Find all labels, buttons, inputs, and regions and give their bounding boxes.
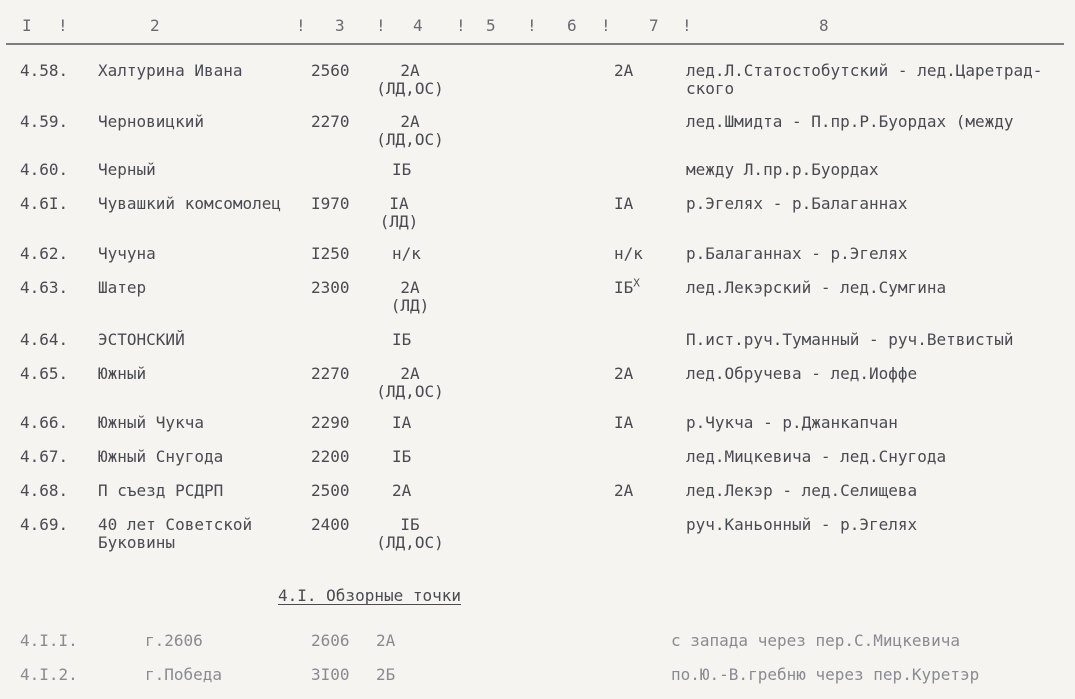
difficulty-category: IБ [392, 330, 412, 349]
route-line-1: лед.Л.Статостобутский - лед.Царетрад- [686, 61, 1043, 80]
row-number: 4.66. [20, 413, 69, 432]
route-description: р.Чукча - р.Джанкапчан [686, 413, 898, 432]
category-value: IБ [400, 515, 420, 534]
difficulty-category [374, 62, 446, 98]
col7-text: IБ [614, 278, 634, 297]
point-number: 4.I.I. [20, 631, 78, 650]
peak-name: Шатер [98, 278, 147, 297]
row-number: 4.64. [20, 330, 69, 349]
header-col-6: 6 [567, 16, 577, 35]
row-number: 4.69. [20, 515, 69, 534]
row-number: 4.60. [20, 160, 69, 179]
peak-name [98, 516, 252, 552]
header-separator: ! [376, 16, 386, 35]
col7-value: IА [614, 413, 634, 432]
header-col-5: 5 [486, 16, 496, 35]
route-description: лед.Обручева - лед.Иоффе [686, 364, 918, 383]
header-separator: ! [296, 16, 306, 35]
category-note: (ЛД) [390, 296, 430, 315]
category-note: (ЛД,ОС) [376, 130, 444, 149]
peak-name: Южный [98, 364, 147, 383]
section-title: 4.I. Обзорные точки [278, 586, 462, 605]
col7-value: 2А [614, 61, 634, 80]
col7-value: 2А [614, 481, 634, 500]
peak-height: 2200 [311, 447, 350, 466]
table-header [0, 14, 1075, 40]
peak-name-line-2: Буковины [98, 533, 176, 552]
difficulty-category [374, 113, 446, 149]
header-col-2: 2 [150, 16, 160, 35]
difficulty-category [374, 195, 424, 231]
route-description: руч.Каньонный - р.Эгелях [686, 515, 918, 534]
header-col-7: 7 [649, 16, 659, 35]
point-number: 4.I.2. [20, 665, 78, 684]
peak-name: Чувашкий комсомолец [98, 194, 282, 213]
row-number: 4.65. [20, 364, 69, 383]
peak-height: 2270 [311, 112, 350, 131]
route-description: между Л.пр.р.Буордах [686, 160, 879, 179]
route-description: лед.Лекэрский - лед.Сумгина [686, 278, 947, 297]
peak-height: I250 [311, 244, 350, 263]
col7-value: 2А [614, 364, 634, 383]
peak-height: I970 [311, 194, 350, 213]
peak-name: Черновицкий [98, 112, 204, 131]
route-description: р.Балаганнах - р.Эгелях [686, 244, 908, 263]
peak-height: 2290 [311, 413, 350, 432]
peak-name: ЭСТОНСКИЙ [98, 330, 185, 349]
row-number: 4.68. [20, 481, 69, 500]
row-number: 4.63. [20, 278, 69, 297]
header-separator: ! [601, 16, 611, 35]
point-name: г.Победа [145, 665, 223, 684]
route-description: П.ист.руч.Туманный - руч.Ветвистый [686, 330, 1014, 349]
peak-name: П съезд РСДРП [98, 481, 224, 500]
difficulty-category [374, 516, 446, 552]
difficulty-category [374, 365, 446, 401]
difficulty-category: 2А [392, 481, 412, 500]
route-line-2: ского [686, 79, 735, 98]
category-value: IА [389, 194, 409, 213]
point-height: 3I00 [311, 665, 350, 684]
point-name: г.2606 [145, 631, 203, 650]
header-separator: ! [58, 16, 68, 35]
peak-name: Черный [98, 160, 156, 179]
difficulty-category: IА [392, 413, 412, 432]
peak-height: 2270 [311, 364, 350, 383]
category-value: 2А [400, 364, 420, 383]
col7-value: IА [614, 194, 634, 213]
category-note: (ЛД,ОС) [376, 533, 444, 552]
peak-height: 2400 [311, 515, 350, 534]
point-route: по.Ю.-В.гребню через пер.Куретэр [671, 665, 980, 684]
header-col-8: 8 [819, 16, 829, 35]
point-height: 2606 [311, 631, 350, 650]
header-col-1: I [22, 16, 32, 35]
difficulty-category: IБ [392, 160, 412, 179]
category-value: 2А [400, 61, 420, 80]
category-value: 2А [400, 278, 420, 297]
category-note: (ЛД) [379, 212, 419, 231]
row-number: 4.6I. [20, 194, 69, 213]
category-note: (ЛД,ОС) [376, 382, 444, 401]
peak-height: 2300 [311, 278, 350, 297]
header-separator: ! [527, 16, 537, 35]
route-description: лед.Шмидта - П.пр.Р.Буордах (между [686, 112, 1014, 131]
col7-superscript: X [633, 276, 640, 290]
category-note: (ЛД,ОС) [376, 79, 444, 98]
route-description [686, 62, 1042, 98]
point-category: 2А [376, 631, 396, 650]
difficulty-category [374, 279, 446, 315]
row-number: 4.58. [20, 61, 69, 80]
row-number: 4.67. [20, 447, 69, 466]
point-category: 2Б [376, 665, 396, 684]
header-separator: ! [456, 16, 466, 35]
peak-height: 2500 [311, 481, 350, 500]
route-description: р.Эгелях - р.Балаганнах [686, 194, 908, 213]
header-col-3: 3 [335, 16, 345, 35]
header-col-4: 4 [413, 16, 423, 35]
col7-value: н/к [614, 244, 643, 263]
col7-value [614, 276, 640, 297]
row-number: 4.59. [20, 112, 69, 131]
peak-height: 2560 [311, 61, 350, 80]
point-route: с запада через пер.С.Мицкевича [671, 631, 960, 650]
peak-name: Южный Чукча [98, 413, 204, 432]
category-value: 2А [400, 112, 420, 131]
peak-name: Чучуна [98, 244, 156, 263]
route-description: лед.Лекэр - лед.Селищева [686, 481, 918, 500]
peak-name-line-1: 40 лет Советской [98, 515, 253, 534]
difficulty-category: н/к [392, 244, 421, 263]
difficulty-category: IБ [392, 447, 412, 466]
route-description: лед.Мицкевича - лед.Снугода [686, 447, 947, 466]
peak-name: Южный Снугода [98, 447, 224, 466]
row-number: 4.62. [20, 244, 69, 263]
header-separator: ! [682, 16, 692, 35]
peak-name: Халтурина Ивана [98, 61, 243, 80]
header-rule [6, 43, 1064, 45]
